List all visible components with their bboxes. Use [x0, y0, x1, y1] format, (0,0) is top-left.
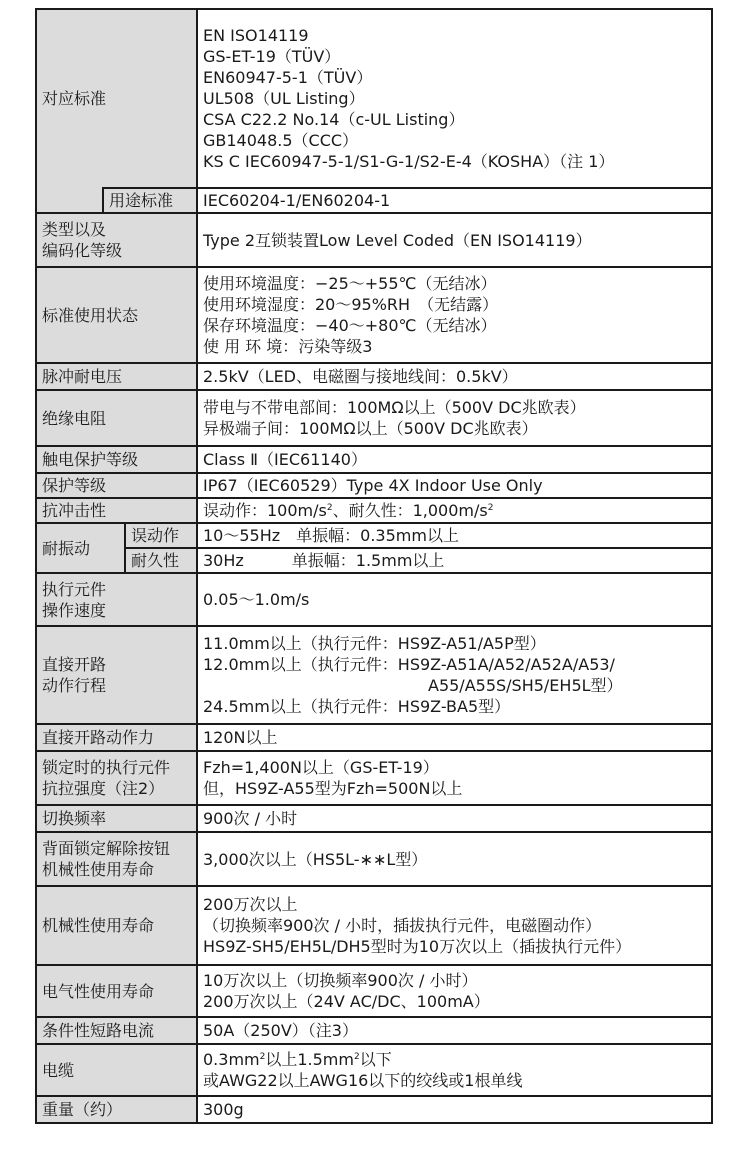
direct-opening-force-value: 120N以上: [197, 724, 712, 751]
spec-table-container: [35, 8, 713, 1124]
rear-unlock-life-label-line: 背面锁定解除按钮: [42, 839, 171, 858]
electrical-life-label: 电气性使用寿命: [36, 965, 197, 1017]
mechanical-life-line: 200万次以上: [203, 895, 298, 914]
travel-line: A55/A55S/SH5/EH5L型）: [428, 676, 623, 695]
row-protection-degree: [36, 473, 712, 498]
type-coding-label: [36, 213, 197, 267]
row-impulse-voltage: [36, 363, 712, 390]
cable-text: 以下: [359, 1050, 392, 1069]
row-shock-protection: [36, 446, 712, 473]
direct-opening-travel-label-line: 动作行程: [42, 676, 107, 695]
specifications-table: [35, 8, 713, 1124]
locking-strength-label-line: 锁定时的执行元件: [42, 758, 171, 777]
row-cable: [36, 1044, 712, 1096]
locking-strength-label-line: 抗拉强度（注2）: [42, 779, 165, 798]
mechanical-life-value: [197, 886, 712, 965]
row-mechanical-life: [36, 886, 712, 965]
type-coding-label-line: 编码化等级: [42, 241, 123, 260]
direct-opening-travel-label: [36, 626, 197, 724]
locking-strength-value: [197, 751, 712, 805]
mechanical-life-label: 机械性使用寿命: [36, 886, 197, 965]
protection-degree-value: IP67（IEC60529）Type 4X Indoor Use Only: [197, 473, 712, 498]
row-short-circuit-current: [36, 1017, 712, 1044]
row-vibration-malfunction: [36, 523, 712, 548]
locking-line: Fzh=1,400N以上（GS-ET-19）: [203, 758, 439, 777]
standard-line: GB14048.5（CCC）: [203, 131, 359, 150]
vibration-malfunction-label: 误动作: [125, 523, 197, 548]
standards-value: [197, 9, 712, 188]
row-standards: [36, 9, 712, 188]
cable-text: 0.3mm: [203, 1050, 260, 1069]
row-operating-conditions: [36, 267, 712, 363]
operating-conditions-value: [197, 267, 712, 363]
insulation-line: 带电与不带电部间：100MΩ以上（500V DC兆欧表）: [203, 398, 586, 417]
shock-resistance-label: 抗冲击性: [36, 498, 197, 523]
condition-line: 保存环境温度：−40〜+80℃（无结冰）: [203, 316, 497, 335]
cable-text: 以上1.5mm: [265, 1050, 354, 1069]
weight-label: 重量（约）: [36, 1096, 197, 1123]
actuator-speed-label: [36, 573, 197, 626]
travel-line: 24.5mm以上（执行元件：HS9Z-BA5型）: [203, 697, 511, 716]
row-electrical-life: [36, 965, 712, 1017]
standards-label-continuation: [36, 188, 103, 213]
rear-unlock-life-label: [36, 832, 197, 886]
row-type-coding: [36, 213, 712, 267]
condition-line: 使 用 环 境：污染等级3: [203, 337, 373, 356]
row-insulation: [36, 390, 712, 446]
shock-resistance-value: [197, 498, 712, 523]
standard-line: KS C IEC60947-5-1/S1-G-1/S2-E-4（KOSHA）（注 1）: [203, 152, 615, 171]
condition-line: 使用环境温度：−25〜+55℃（无结冰）: [203, 274, 497, 293]
standard-line: EN ISO14119: [203, 26, 309, 45]
cable-line: 或AWG22以上AWG16以下的绞线或1根单线: [203, 1071, 523, 1090]
impulse-voltage-label: 脉冲耐电压: [36, 363, 197, 390]
switching-frequency-label: 切换频率: [36, 805, 197, 832]
operating-conditions-label: 标准使用状态: [36, 267, 197, 363]
protection-degree-label: 保护等级: [36, 473, 197, 498]
row-direct-opening-force: [36, 724, 712, 751]
short-circuit-current-label: 条件性短路电流: [36, 1017, 197, 1044]
condition-line: 使用环境湿度：20〜95%RH （无结露）: [203, 295, 499, 314]
row-shock-resistance: [36, 498, 712, 523]
vibration-malfunction-value: 10〜55Hz 单振幅：0.35mm以上: [197, 523, 712, 548]
direct-opening-travel-value: [197, 626, 712, 724]
weight-value: 300g: [197, 1096, 712, 1123]
row-switching-frequency: [36, 805, 712, 832]
locking-line: 但，HS9Z-A55型为Fzh=500N以上: [203, 779, 463, 798]
standard-line: GS-ET-19（TÜV）: [203, 47, 341, 66]
mechanical-life-line: （切换频率900次 / 小时，插拔执行元件，电磁圈动作）: [203, 916, 602, 935]
row-actuator-speed: [36, 573, 712, 626]
superscript: 2: [259, 1052, 266, 1062]
cable-label: 电缆: [36, 1044, 197, 1096]
locking-strength-label: [36, 751, 197, 805]
standard-line: EN60947-5-1（TÜV）: [203, 68, 373, 87]
insulation-line: 异极端子间：100MΩ以上（500V DC兆欧表）: [203, 419, 538, 438]
impulse-voltage-value: 2.5kV（LED、电磁圈与接地线间：0.5kV）: [197, 363, 712, 390]
row-application-standard: [36, 188, 712, 213]
superscript: 2: [487, 503, 494, 513]
rear-unlock-life-value: 3,000次以上（HS5L-∗∗L型）: [197, 832, 712, 886]
row-rear-unlock-life: [36, 832, 712, 886]
row-weight: [36, 1096, 712, 1123]
standard-line: CSA C22.2 No.14（c-UL Listing）: [203, 110, 465, 129]
actuator-speed-label-line: 操作速度: [42, 600, 107, 620]
application-standard-label: 用途标准: [103, 188, 197, 213]
application-standard-value: IEC60204-1/EN60204-1: [197, 188, 712, 213]
shock-protection-value: Class Ⅱ（IEC61140）: [197, 446, 712, 473]
electrical-life-line: 10万次以上（切换频率900次 / 小时）: [203, 971, 478, 990]
superscript: 2: [326, 503, 333, 513]
vibration-durability-value: 30Hz 单振幅：1.5mm以上: [197, 548, 712, 573]
row-direct-opening-travel: [36, 626, 712, 724]
insulation-label: 绝缘电阻: [36, 390, 197, 446]
row-vibration-durability: [36, 548, 712, 573]
vibration-label: 耐振动: [36, 523, 125, 573]
insulation-value: [197, 390, 712, 446]
vibration-durability-label: 耐久性: [125, 548, 197, 573]
type-coding-label-line: 类型以及: [42, 220, 107, 239]
short-circuit-current-value: 50A（250V）（注3）: [197, 1017, 712, 1044]
travel-line: 11.0mm以上（执行元件：HS9Z-A51/A5P型）: [203, 634, 546, 653]
superscript: 2: [353, 1052, 360, 1062]
cable-line: [203, 1049, 705, 1070]
shock-protection-label: 触电保护等级: [36, 446, 197, 473]
direct-opening-force-label: 直接开路动作力: [36, 724, 197, 751]
actuator-speed-value: 0.05〜1.0m/s: [197, 573, 712, 626]
electrical-life-line: 200万次以上（24V AC/DC、100mA）: [203, 992, 490, 1011]
shock-text: 、耐久性：1,000m/s: [332, 501, 488, 520]
direct-opening-travel-label-line: 直接开路: [42, 655, 107, 674]
rear-unlock-life-label-line: 机械性使用寿命: [42, 860, 155, 879]
actuator-speed-label-line: 执行元件: [42, 579, 107, 599]
electrical-life-value: [197, 965, 712, 1017]
switching-frequency-value: 900次 / 小时: [197, 805, 712, 832]
standard-line: UL508（UL Listing）: [203, 89, 365, 108]
travel-line: 12.0mm以上（执行元件：HS9Z-A51A/A52/A52A/A53/: [203, 655, 615, 674]
type-coding-value: Type 2互锁装置Low Level Coded（EN ISO14119）: [197, 213, 712, 267]
mechanical-life-line: HS9Z-SH5/EH5L/DH5型时为10万次以上（插拔执行元件）: [203, 937, 632, 956]
row-locking-strength: [36, 751, 712, 805]
cable-value: [197, 1044, 712, 1096]
standards-label: 对应标准: [36, 9, 197, 188]
shock-text: 误动作：100m/s: [203, 501, 327, 520]
